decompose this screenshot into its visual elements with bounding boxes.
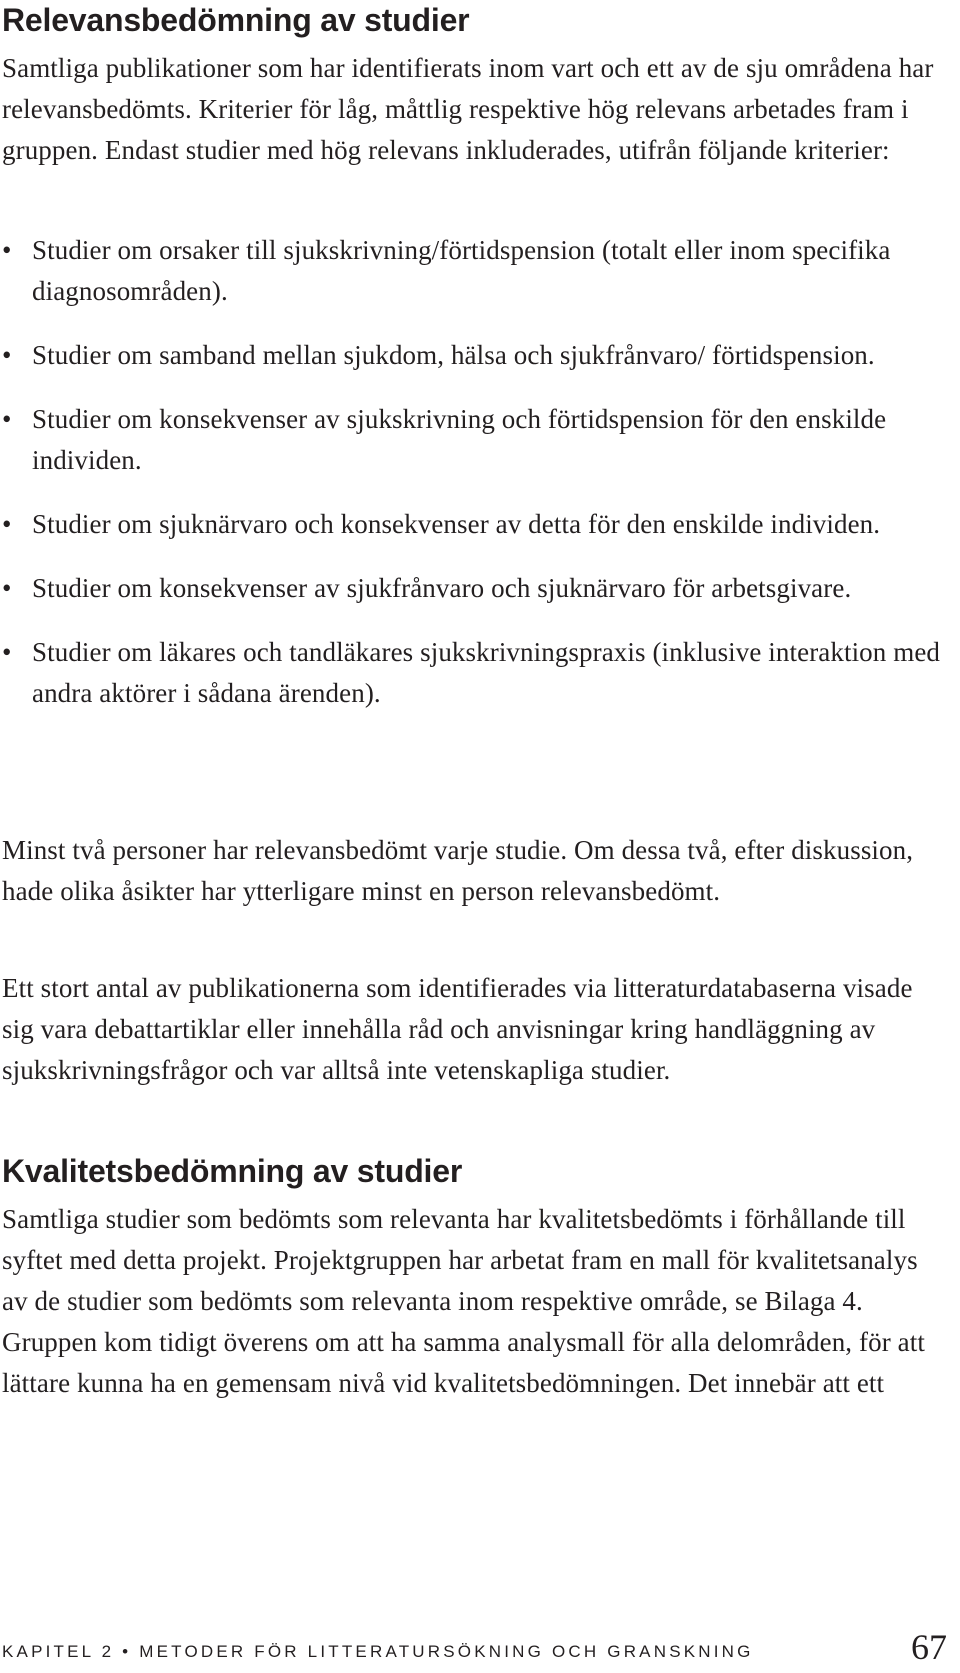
bullet-icon: • <box>2 235 12 265</box>
running-title: KAPITEL 2 • METODER FÖR LITTERATURSÖKNING OCH GRANSKNING <box>2 1642 754 1661</box>
bullet-icon: • <box>2 573 12 603</box>
list-item <box>0 230 945 312</box>
list-item <box>0 335 945 376</box>
section-heading-quality: Kvalitetsbedömning av studier <box>2 1153 463 1189</box>
paragraph-debate-articles: Ett stort antal av publikationerna som identifierades via litteraturdatabaserna visade sig vara debattartiklar eller innehålla råd och anvisningar kring handläggning av sjukskrivningsfrågor och var alltså inte vetenskapliga studier. <box>2 973 913 1085</box>
list-item <box>0 568 945 609</box>
bullet-icon: • <box>2 404 12 434</box>
paragraph-relevance-intro: Samtliga publikationer som har identifierats inom vart och ett av de sju områdena har relevansbedömts. Kriterier för låg, måttlig respektive hög relevans arbetades fram i gruppen. Endast studier med hög relevans inkluderades, utifrån följande kriterier: <box>2 53 934 165</box>
list-item-text: Studier om samband mellan sjukdom, hälsa och sjukfrånvaro/ förtidspension. <box>32 340 875 370</box>
list-item <box>0 399 945 481</box>
list-item <box>0 632 945 714</box>
list-item-text: Studier om sjuknärvaro och konsekvenser av detta för den enskilde individen. <box>32 509 881 539</box>
bullet-icon: • <box>2 340 12 370</box>
page-footer <box>2 1627 947 1672</box>
list-item <box>0 504 945 545</box>
bullet-icon: • <box>2 637 12 667</box>
list-item-text: Studier om orsaker till sjukskrivning/förtidspension (totalt eller inom specifika diagnosområden). <box>32 235 891 306</box>
list-item-text: Studier om konsekvenser av sjukfrånvaro och sjuknärvaro för arbetsgivare. <box>32 573 852 603</box>
page-number: 67 <box>911 1627 947 1667</box>
criteria-list <box>0 230 945 737</box>
paragraph-quality: Samtliga studier som bedömts som relevanta har kvalitetsbedömts i förhållande till syftet med detta projekt. Projektgruppen har arbetat fram en mall för kvalitetsanalys av de studier som bedömts som relevanta inom respektive område, se Bilaga 4. Gruppen kom tidigt överens om att ha samma analysmall för alla delområden, för att lättare kunna ha en gemensam nivå vid kvalitetsbedömningen. Det innebär att ett <box>2 1204 925 1398</box>
section-heading-relevance: Relevansbedömning av studier <box>2 2 470 38</box>
bullet-icon: • <box>2 509 12 539</box>
list-item-text: Studier om konsekvenser av sjukskrivning och förtidspension för den enskilde individen. <box>32 404 887 475</box>
list-item-text: Studier om läkares och tandläkares sjukskrivningspraxis (inklusive interaktion med andra aktörer i sådana ärenden). <box>32 637 941 708</box>
paragraph-relevance-assessors: Minst två personer har relevansbedömt varje studie. Om dessa två, efter diskussion, hade olika åsikter har ytterligare minst en person relevansbedömt. <box>2 835 914 906</box>
